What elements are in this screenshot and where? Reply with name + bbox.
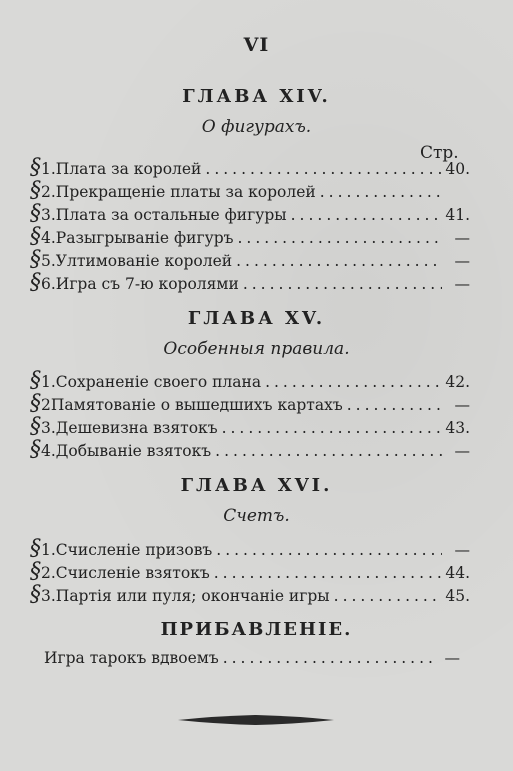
entry-number: 1. [41, 160, 56, 178]
dot-leader [330, 587, 442, 605]
dot-leader [233, 229, 442, 247]
entry-page: — [454, 541, 470, 559]
entry-page: — [454, 229, 470, 247]
section-mark: § [30, 155, 41, 180]
page-number: VI [243, 34, 270, 56]
dot-leader [316, 183, 442, 201]
entry-number: 1. [41, 373, 56, 391]
entry-page: — [454, 442, 470, 460]
section-mark: § [30, 414, 41, 439]
entry-title: Прекращеніе платы за королей [55, 183, 316, 201]
dot-leader [212, 541, 442, 559]
toc-entry [30, 155, 470, 181]
section-mark: § [30, 559, 41, 584]
chapter-subtitle: О фигурахъ. [201, 117, 312, 137]
entry-title: Памятованіе о вышедшихъ картахъ [50, 396, 343, 414]
dot-leader [219, 649, 432, 667]
dot-leader [211, 442, 442, 460]
section-mark: § [30, 368, 41, 393]
section-mark: § [30, 224, 41, 249]
entry-title: Плата за королей [55, 160, 202, 178]
dot-leader [343, 396, 442, 414]
entry-title: Игра тарокъ вдвоемъ [44, 649, 219, 667]
entry-number: 5. [41, 252, 56, 270]
chapter-heading: ГЛАВА XV. [187, 308, 326, 329]
entry-title: Партія или пуля; окончаніе игры [55, 587, 330, 605]
entry-number: 4. [41, 229, 56, 247]
entry-title: Плата за остальные фигуры [55, 206, 287, 224]
entry-page: 40. [445, 160, 470, 178]
entry-title: Игра съ 7-ю королями [55, 275, 239, 293]
entry-page: — [444, 649, 460, 667]
toc-entry [30, 224, 470, 250]
entry-page: 42. [445, 373, 470, 391]
chapter-heading: ГЛАВА XVI. [180, 475, 333, 496]
entry-title: Сохраненіе своего плана [55, 373, 262, 391]
dot-leader [218, 419, 442, 437]
toc-entry-appendix [44, 649, 460, 671]
appendix-heading: ПРИБАВЛЕНІЕ. [160, 619, 353, 640]
toc-entry [30, 414, 470, 440]
dot-leader [261, 373, 442, 391]
section-mark: § [30, 536, 41, 561]
dot-leader [287, 206, 442, 224]
entry-page: 41. [445, 206, 470, 224]
toc-entry [30, 270, 470, 296]
section-mark: § [30, 178, 41, 203]
toc-entry [30, 368, 470, 394]
section-mark: § [30, 391, 41, 416]
entry-title: Добываніе взятокъ [55, 442, 212, 460]
entry-page: — [454, 396, 470, 414]
dot-leader [232, 252, 442, 270]
entry-title: Ултимованіе королей [55, 252, 233, 270]
toc-entry [30, 391, 470, 417]
toc-entry [30, 178, 470, 204]
chapter-subtitle: Счетъ. [223, 506, 290, 526]
entry-page: — [454, 275, 470, 293]
section-mark: § [30, 582, 41, 607]
section-mark: § [30, 270, 41, 295]
toc-entry [30, 582, 470, 608]
entry-number: 1. [41, 541, 56, 559]
toc-entry [30, 536, 470, 562]
entry-number: 2 [41, 396, 51, 414]
entry-number: 2. [41, 564, 56, 582]
section-mark: § [30, 201, 41, 226]
entry-page: 45. [445, 587, 470, 605]
toc-entry [30, 247, 470, 273]
section-mark: § [30, 247, 41, 272]
entry-title: Счисленіе призовъ [55, 541, 213, 559]
entry-title: Разыгрываніе фигуръ [55, 229, 234, 247]
page-column-label: Стр. [420, 143, 459, 163]
dot-leader [201, 160, 442, 178]
toc-entry [30, 201, 470, 227]
dot-leader [239, 275, 442, 293]
dot-leader [210, 564, 442, 582]
toc-entry [30, 437, 470, 463]
entry-number: 2. [41, 183, 56, 201]
entry-number: 3. [41, 206, 56, 224]
chapter-subtitle: Особенныя правила. [163, 339, 350, 359]
entry-title: Счисленіе взятокъ [55, 564, 210, 582]
entry-title: Дешевизна взятокъ [55, 419, 218, 437]
ornament-rule [176, 712, 336, 728]
entry-number: 3. [41, 587, 56, 605]
chapter-heading: ГЛАВА XIV. [182, 86, 331, 107]
entry-number: 6. [41, 275, 56, 293]
entry-page: 44. [445, 564, 470, 582]
toc-entry [30, 559, 470, 585]
entry-page: 43. [445, 419, 470, 437]
entry-number: 4. [41, 442, 56, 460]
section-mark: § [30, 437, 41, 462]
entry-page: — [454, 252, 470, 270]
entry-number: 3. [41, 419, 56, 437]
